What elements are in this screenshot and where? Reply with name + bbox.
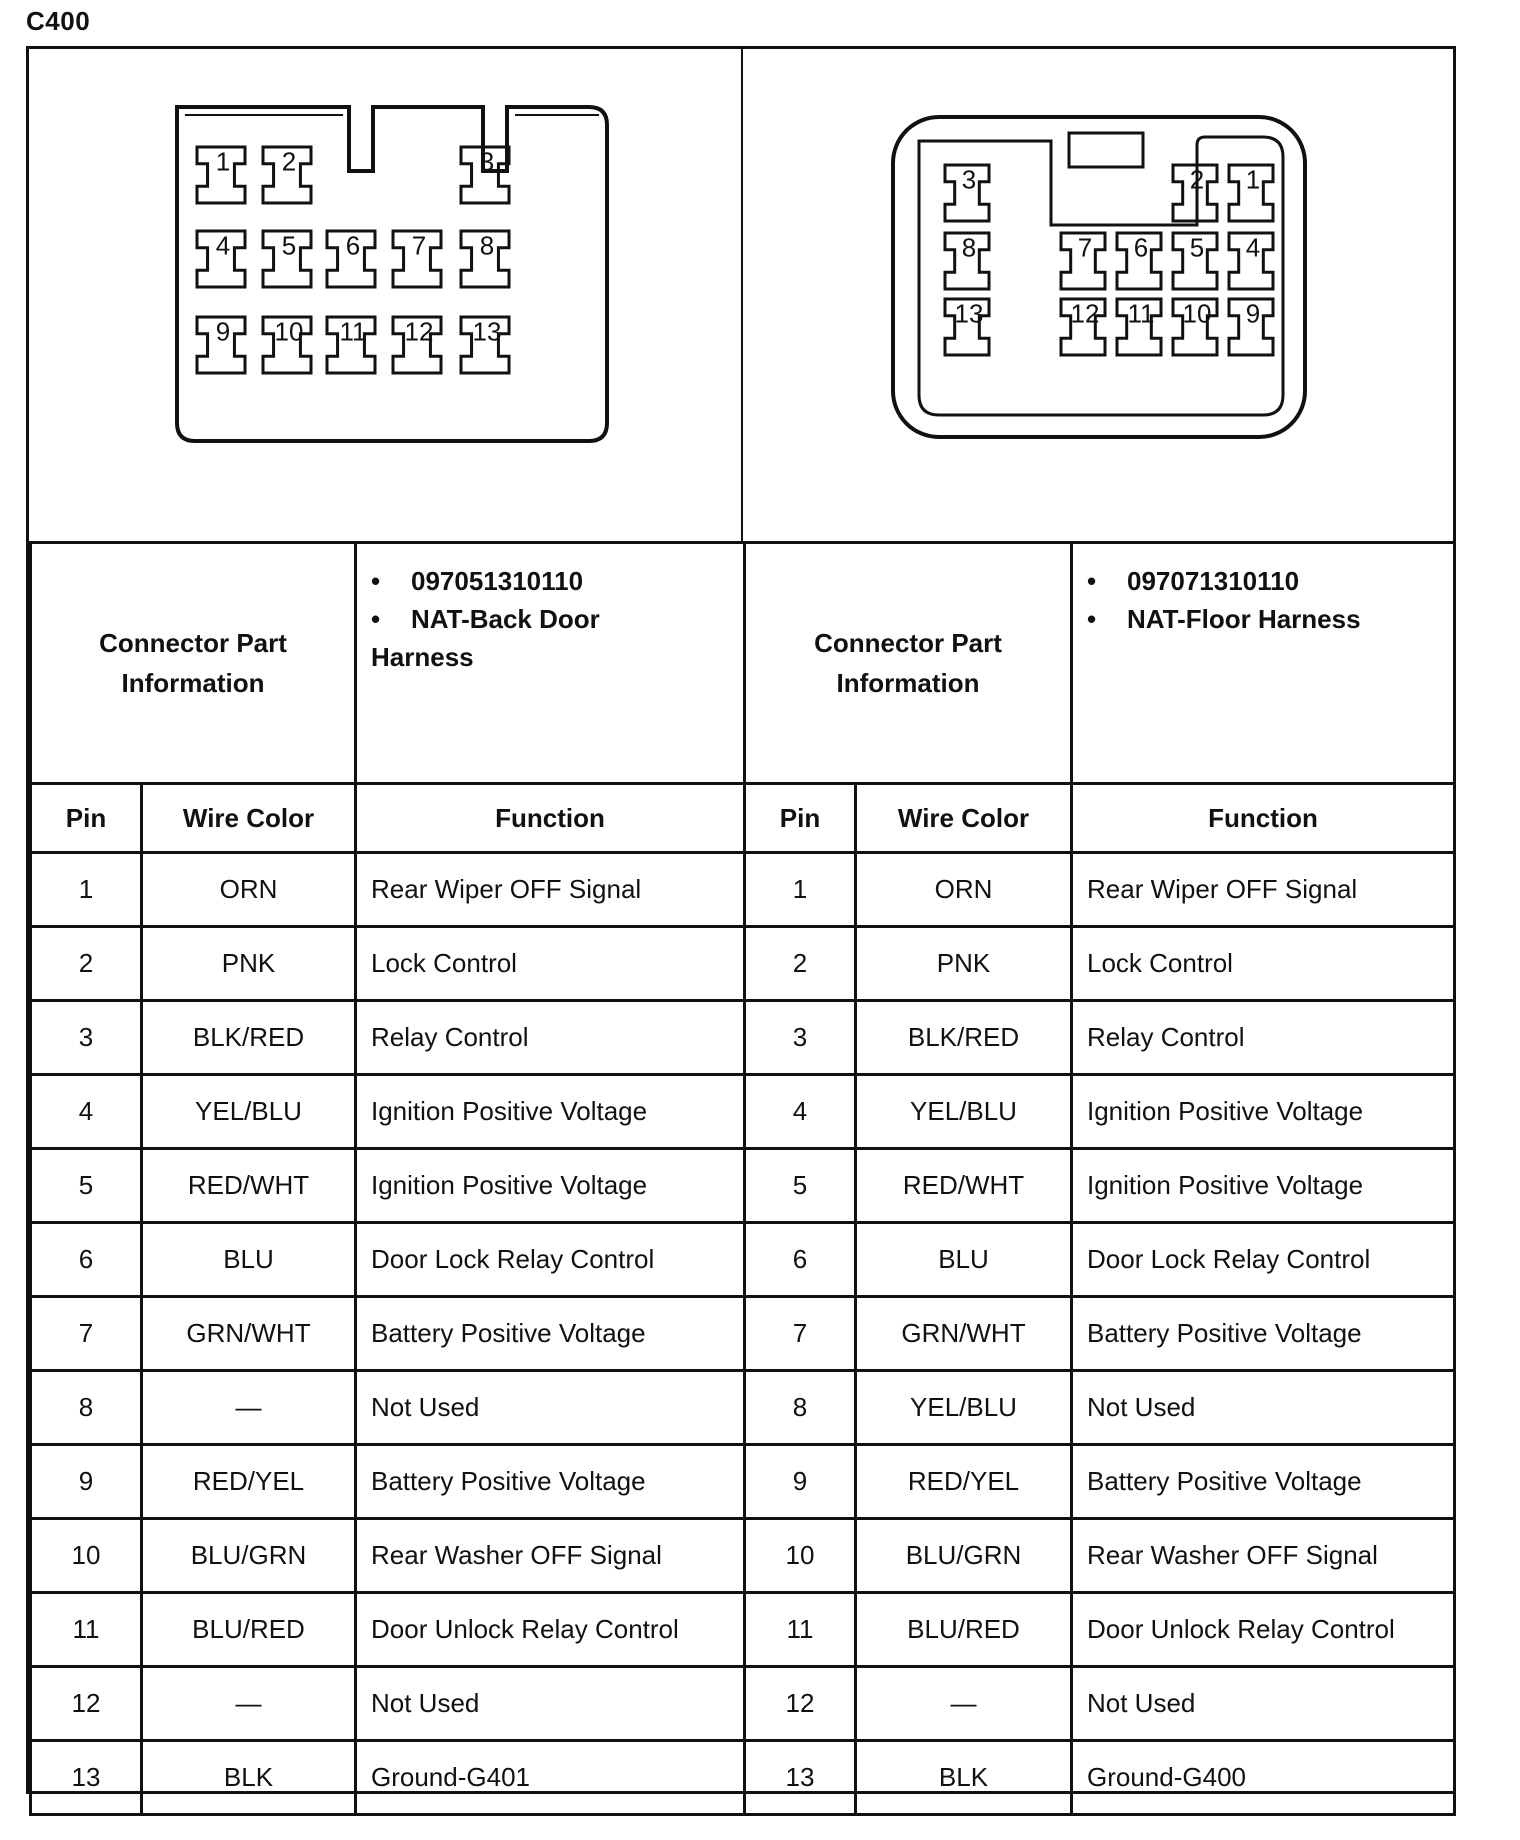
pin-number-label: 2 xyxy=(1189,164,1205,195)
function-cell: Ignition Positive Voltage xyxy=(1072,1075,1455,1149)
pin-cell: 4 xyxy=(31,1075,142,1149)
table-row xyxy=(31,1075,1455,1149)
table-row xyxy=(31,1223,1455,1297)
terminal-cavity xyxy=(461,147,509,203)
terminal-cavity xyxy=(1173,165,1217,221)
pin-cell: 7 xyxy=(31,1297,142,1371)
pin-cell: 4 xyxy=(745,1075,856,1149)
function-cell: Ground-G400 xyxy=(1072,1741,1455,1815)
page-title: C400 xyxy=(26,6,91,36)
pin-cell: 1 xyxy=(31,853,142,927)
pin-number-label: 4 xyxy=(215,230,231,261)
wire-color-cell: PNK xyxy=(142,927,356,1001)
pin-number-label: 2 xyxy=(281,146,297,177)
pin-number-label: 3 xyxy=(479,146,495,177)
wire-color-header: Wire Color xyxy=(142,784,356,853)
connector-part-info-left: • 097051310110 • NAT-Back Door Harness xyxy=(356,543,745,784)
pin-number-label: 6 xyxy=(1133,232,1149,263)
terminal-cavity xyxy=(393,231,441,287)
table-row xyxy=(31,1667,1455,1741)
table-row xyxy=(31,927,1455,1001)
pin-cell: 10 xyxy=(745,1519,856,1593)
pin-number-label: 11 xyxy=(1127,298,1155,329)
terminal-cavity xyxy=(1229,233,1273,289)
pin-cell: 11 xyxy=(31,1593,142,1667)
terminal-cavity xyxy=(263,231,311,287)
connector-part-info-right: • 097071310110 • NAT-Floor Harness xyxy=(1072,543,1455,784)
wire-color-cell: BLK xyxy=(142,1741,356,1815)
pin-cell: 1 xyxy=(745,853,856,927)
table-row xyxy=(31,1445,1455,1519)
function-cell: Rear Washer OFF Signal xyxy=(1072,1519,1455,1593)
wire-color-cell: BLU/GRN xyxy=(856,1519,1072,1593)
pin-cell: 9 xyxy=(31,1445,142,1519)
terminal-cavities xyxy=(945,165,1273,355)
function-cell: Not Used xyxy=(1072,1667,1455,1741)
terminal-cavity xyxy=(263,147,311,203)
function-cell: Not Used xyxy=(1072,1371,1455,1445)
pin-number-label: 13 xyxy=(472,316,502,347)
wire-color-cell: RED/YEL xyxy=(142,1445,356,1519)
connector-part-info-row xyxy=(31,543,1455,784)
wire-color-cell: GRN/WHT xyxy=(856,1297,1072,1371)
terminal-cavities xyxy=(197,147,509,373)
function-cell: Lock Control xyxy=(1072,927,1455,1001)
wire-color-cell: BLU/RED xyxy=(142,1593,356,1667)
function-cell: Battery Positive Voltage xyxy=(356,1445,745,1519)
terminal-cavity xyxy=(393,317,441,373)
function-cell: Battery Positive Voltage xyxy=(1072,1445,1455,1519)
pin-cell: 2 xyxy=(745,927,856,1001)
wire-color-cell: BLK/RED xyxy=(856,1001,1072,1075)
table-row xyxy=(31,1149,1455,1223)
function-cell: Ignition Positive Voltage xyxy=(1072,1149,1455,1223)
back-door-connector-face xyxy=(29,49,741,541)
pin-cell: 3 xyxy=(745,1001,856,1075)
pin-number-label: 9 xyxy=(215,316,231,347)
terminal-cavity xyxy=(327,317,375,373)
pin-number-label: 4 xyxy=(1245,232,1261,263)
wire-color-cell: ORN xyxy=(142,853,356,927)
pin-cell: 12 xyxy=(31,1667,142,1741)
back-door-connector-diagram xyxy=(29,49,743,541)
wire-color-cell: BLU/RED xyxy=(856,1593,1072,1667)
pin-number-label: 5 xyxy=(281,230,297,261)
pin-cell: 9 xyxy=(745,1445,856,1519)
pin-number-label: 7 xyxy=(1077,232,1093,263)
wire-color-cell: YEL/BLU xyxy=(856,1371,1072,1445)
function-cell: Rear Wiper OFF Signal xyxy=(1072,853,1455,927)
wire-color-cell: YEL/BLU xyxy=(856,1075,1072,1149)
terminal-cavity xyxy=(1117,233,1161,289)
wire-color-cell: BLU/GRN xyxy=(142,1519,356,1593)
wire-color-cell: BLU xyxy=(142,1223,356,1297)
function-cell: Ignition Positive Voltage xyxy=(356,1075,745,1149)
pin-number-label: 10 xyxy=(274,316,304,347)
table-row xyxy=(31,1593,1455,1667)
pin-number-label: 3 xyxy=(961,164,977,195)
terminal-cavity xyxy=(1117,299,1161,355)
wire-color-cell: — xyxy=(856,1667,1072,1741)
terminal-cavity xyxy=(263,317,311,373)
connector-sheet xyxy=(26,46,1456,1794)
pin-cell: 2 xyxy=(31,927,142,1001)
terminal-cavity xyxy=(1061,299,1105,355)
pin-cell: 3 xyxy=(31,1001,142,1075)
terminal-cavity xyxy=(945,165,989,221)
wire-color-cell: YEL/BLU xyxy=(142,1075,356,1149)
wire-color-cell: — xyxy=(142,1667,356,1741)
terminal-cavity xyxy=(461,231,509,287)
function-cell: Not Used xyxy=(356,1667,745,1741)
function-cell: Not Used xyxy=(356,1371,745,1445)
terminal-cavity xyxy=(1229,299,1273,355)
wire-color-cell: BLU xyxy=(856,1223,1072,1297)
pin-cell: 13 xyxy=(31,1741,142,1815)
harness-name: NAT-Back Door xyxy=(411,604,600,634)
pin-cell: 12 xyxy=(745,1667,856,1741)
pin-number-label: 12 xyxy=(404,316,434,347)
table-row xyxy=(31,1297,1455,1371)
table-header-row xyxy=(31,784,1455,853)
terminal-cavity xyxy=(197,317,245,373)
terminal-cavity xyxy=(945,233,989,289)
pin-cell: 6 xyxy=(31,1223,142,1297)
pin-number-label: 8 xyxy=(961,232,977,263)
table-row xyxy=(31,1741,1455,1815)
wire-color-cell: GRN/WHT xyxy=(142,1297,356,1371)
function-cell: Battery Positive Voltage xyxy=(1072,1297,1455,1371)
wire-color-cell: RED/YEL xyxy=(856,1445,1072,1519)
wire-color-cell: BLK xyxy=(856,1741,1072,1815)
pin-number-label: 13 xyxy=(954,298,984,329)
terminal-cavity xyxy=(461,317,509,373)
terminal-cavity xyxy=(327,231,375,287)
pin-header: Pin xyxy=(745,784,856,853)
pin-number-label: 1 xyxy=(215,146,231,177)
pinout-table xyxy=(29,541,1456,1816)
wire-color-cell: RED/WHT xyxy=(142,1149,356,1223)
table-row xyxy=(31,853,1455,927)
part-number: 097071310110 xyxy=(1127,566,1300,596)
function-cell: Ignition Positive Voltage xyxy=(356,1149,745,1223)
wire-color-cell: ORN xyxy=(856,853,1072,927)
terminal-cavity xyxy=(197,147,245,203)
function-cell: Relay Control xyxy=(356,1001,745,1075)
function-cell: Rear Wiper OFF Signal xyxy=(356,853,745,927)
function-cell: Door Lock Relay Control xyxy=(356,1223,745,1297)
pin-header: Pin xyxy=(31,784,142,853)
pin-cell: 5 xyxy=(31,1149,142,1223)
harness-name: NAT-Floor Harness xyxy=(1127,604,1361,634)
terminal-cavity xyxy=(945,299,989,355)
terminal-cavity xyxy=(1173,233,1217,289)
function-header: Function xyxy=(356,784,745,853)
function-cell: Battery Positive Voltage xyxy=(356,1297,745,1371)
pin-number-label: 7 xyxy=(411,230,427,261)
pin-number-label: 11 xyxy=(339,316,367,347)
wire-color-header: Wire Color xyxy=(856,784,1072,853)
terminal-cavity xyxy=(1173,299,1217,355)
terminal-cavity xyxy=(197,231,245,287)
pin-number-label: 12 xyxy=(1070,298,1100,329)
function-cell: Door Lock Relay Control xyxy=(1072,1223,1455,1297)
wire-color-cell: — xyxy=(142,1371,356,1445)
pin-cell: 10 xyxy=(31,1519,142,1593)
terminal-cavity xyxy=(1229,165,1273,221)
function-cell: Relay Control xyxy=(1072,1001,1455,1075)
table-row xyxy=(31,1519,1455,1593)
wire-color-cell: RED/WHT xyxy=(856,1149,1072,1223)
part-number: 097051310110 xyxy=(411,566,584,596)
table-row xyxy=(31,1371,1455,1445)
function-cell: Door Unlock Relay Control xyxy=(356,1593,745,1667)
pin-number-label: 5 xyxy=(1189,232,1205,263)
pin-cell: 7 xyxy=(745,1297,856,1371)
pin-cell: 8 xyxy=(31,1371,142,1445)
pin-number-label: 6 xyxy=(345,230,361,261)
function-cell: Lock Control xyxy=(356,927,745,1001)
pin-number-label: 8 xyxy=(479,230,495,261)
pin-number-label: 9 xyxy=(1245,298,1261,329)
pin-number-label: 10 xyxy=(1182,298,1212,329)
terminal-cavity xyxy=(1061,233,1105,289)
function-cell: Rear Washer OFF Signal xyxy=(356,1519,745,1593)
pin-cell: 5 xyxy=(745,1149,856,1223)
pin-cell: 6 xyxy=(745,1223,856,1297)
function-cell: Door Unlock Relay Control xyxy=(1072,1593,1455,1667)
function-cell: Ground-G401 xyxy=(356,1741,745,1815)
floor-harness-connector-face xyxy=(743,49,1453,541)
latch-window xyxy=(1069,133,1143,167)
table-row xyxy=(31,1001,1455,1075)
wire-color-cell: BLK/RED xyxy=(142,1001,356,1075)
pin-cell: 13 xyxy=(745,1741,856,1815)
connector-part-info-label-right: Connector Part Information xyxy=(745,543,1072,784)
pin-cell: 8 xyxy=(745,1371,856,1445)
pin-cell: 11 xyxy=(745,1593,856,1667)
wire-color-cell: PNK xyxy=(856,927,1072,1001)
floor-harness-connector-diagram xyxy=(743,49,1453,541)
pin-number-label: 1 xyxy=(1245,164,1261,195)
connector-part-info-label-left: Connector Part Information xyxy=(31,543,356,784)
function-header: Function xyxy=(1072,784,1455,853)
